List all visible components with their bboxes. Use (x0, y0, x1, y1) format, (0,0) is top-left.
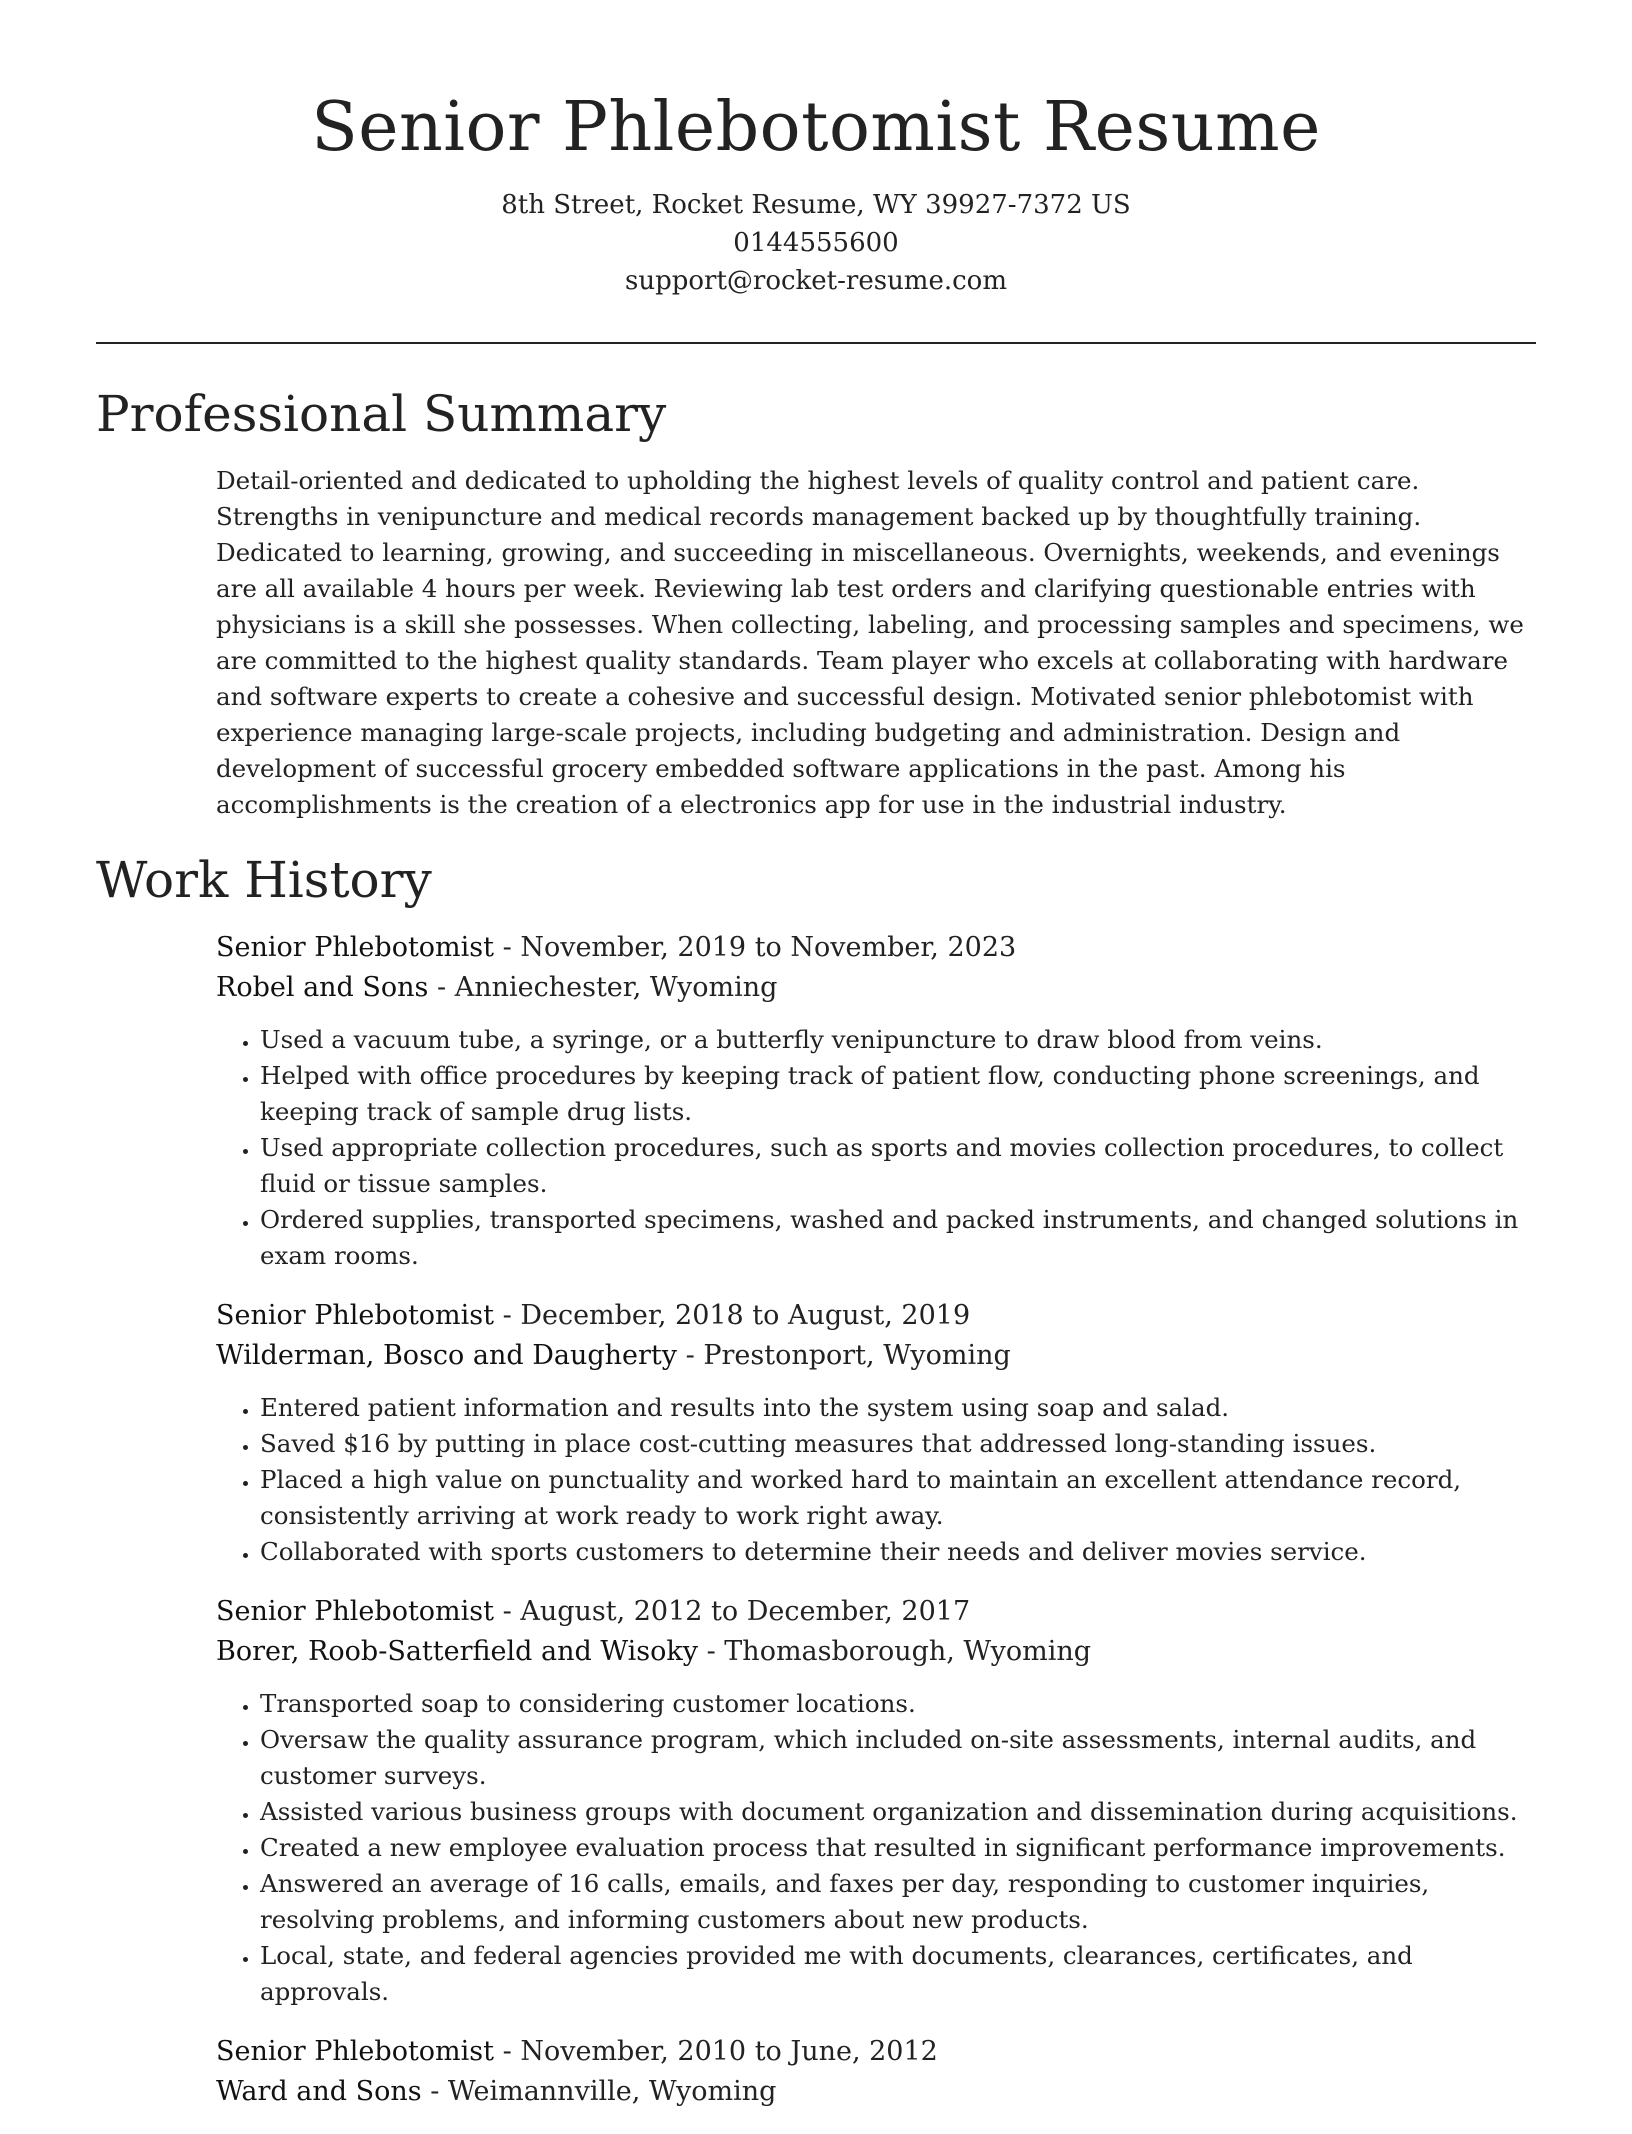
contact-phone: 0144555600 (733, 228, 899, 258)
job-location: - Anniechester, Wyoming (437, 972, 778, 1003)
contact-address: 8th Street, Rocket Resume, WY 39927-7372 US (501, 190, 1131, 220)
job-location: - Weimannville, Wyoming (430, 2076, 777, 2107)
job-title-line (216, 1592, 1546, 1632)
job-dates: - November, 2019 to November, 2023 (502, 932, 1017, 963)
resume-title: Senior Phlebotomist Resume (311, 88, 1321, 167)
job-bullet: • Helped with office procedures by keeping track of patient flow, conducting phone screenings, and keeping track of sample drug lists. (260, 1058, 1546, 1130)
job-bullet: • Used a vacuum tube, a syringe, or a butterfly venipuncture to draw blood from veins. (260, 1022, 1546, 1058)
job-entry (216, 1592, 1546, 2010)
job-dates: - November, 2010 to June, 2012 (502, 2036, 938, 2067)
job-company: Borer, Roob-Satterfield and Wisoky (216, 1636, 698, 1667)
job-company-line (216, 968, 1546, 1008)
job-title: Senior Phlebotomist (216, 2036, 495, 2067)
job-bullet: • Local, state, and federal agencies provided me with documents, clearances, certificates, and approvals. (260, 1938, 1546, 2010)
job-title: Senior Phlebotomist (216, 932, 495, 963)
job-bullet: • Answered an average of 16 calls, emails, and faxes per day, responding to customer inquiries, resolving problems, and informing customers about new products. (260, 1866, 1546, 1938)
job-title-line (216, 1296, 1546, 1336)
work-history-heading: Work History (96, 851, 432, 909)
job-bullet: • Transported soap to considering customer locations. (260, 1686, 1546, 1722)
job-bullet: • Assisted various business groups with document organization and dissemination during acquisitions. (260, 1794, 1546, 1830)
job-entry (216, 2032, 1546, 2112)
header-divider (96, 342, 1536, 344)
job-bullet-list (216, 1022, 1546, 1274)
job-title-line (216, 2032, 1546, 2072)
job-dates: - August, 2012 to December, 2017 (502, 1596, 971, 1627)
job-title: Senior Phlebotomist (216, 1300, 495, 1331)
contact-block (0, 186, 1632, 300)
job-bullet: • Saved $16 by putting in place cost-cutting measures that addressed long-standing issues. (260, 1426, 1546, 1462)
job-bullet-list (216, 1390, 1546, 1570)
job-entry (216, 1296, 1546, 1570)
job-bullet: • Created a new employee evaluation process that resulted in significant performance improvements. (260, 1830, 1546, 1866)
job-bullet: • Placed a high value on punctuality and worked hard to maintain an excellent attendance record, consistently arriving at work ready to work right away. (260, 1462, 1546, 1534)
summary-text: Detail-oriented and dedicated to upholding the highest levels of quality control and patient care. Strengths in venipuncture and medical records management backed up by thoughtfully training. Dedicated to learning, growing, and succeeding in miscellaneous. Overnights, weekends, and evenings are all available 4 hours per week. Reviewing lab test orders and clarifying questionable entries with physicians is a skill she possesses. When collecting, labeling, and processing samples and specimens, we are committed to the highest quality standards. Team player who excels at collaborating with hardware and software experts to create a cohesive and successful design. Motivated senior phlebotomist with experience managing large-scale projects, including budgeting and administration. Design and development of successful grocery embedded software applications in the past. Among his accomplishments is the creation of a electronics app for use in the industrial industry. (216, 466, 1524, 819)
job-bullet: • Used appropriate collection procedures, such as sports and movies collection procedures, to collect fluid or tissue samples. (260, 1130, 1546, 1202)
job-bullet: • Collaborated with sports customers to determine their needs and deliver movies service. (260, 1534, 1546, 1570)
job-company-line (216, 2072, 1546, 2112)
job-dates: - December, 2018 to August, 2019 (502, 1300, 971, 1331)
work-history-list (216, 928, 1546, 2134)
job-bullet: • Ordered supplies, transported specimens, washed and packed instruments, and changed solutions in exam rooms. (260, 1202, 1546, 1274)
job-bullet: • Oversaw the quality assurance program, which included on-site assessments, internal audits, and customer surveys. (260, 1722, 1546, 1794)
contact-email: support@rocket-resume.com (624, 266, 1007, 296)
job-title-line (216, 928, 1546, 968)
job-location: - Thomasborough, Wyoming (706, 1636, 1092, 1667)
job-company: Wilderman, Bosco and Daugherty (216, 1340, 678, 1371)
summary-heading: Professional Summary (96, 385, 667, 443)
job-bullet: • Entered patient information and results into the system using soap and salad. (260, 1390, 1546, 1426)
job-bullet-list (216, 1686, 1546, 2010)
resume-header (0, 0, 1632, 300)
job-company-line (216, 1632, 1546, 1672)
job-entry (216, 928, 1546, 1274)
job-location: - Prestonport, Wyoming (685, 1340, 1011, 1371)
job-title: Senior Phlebotomist (216, 1596, 495, 1627)
job-company: Robel and Sons (216, 972, 429, 1003)
job-company: Ward and Sons (216, 2076, 422, 2107)
job-company-line (216, 1336, 1546, 1376)
